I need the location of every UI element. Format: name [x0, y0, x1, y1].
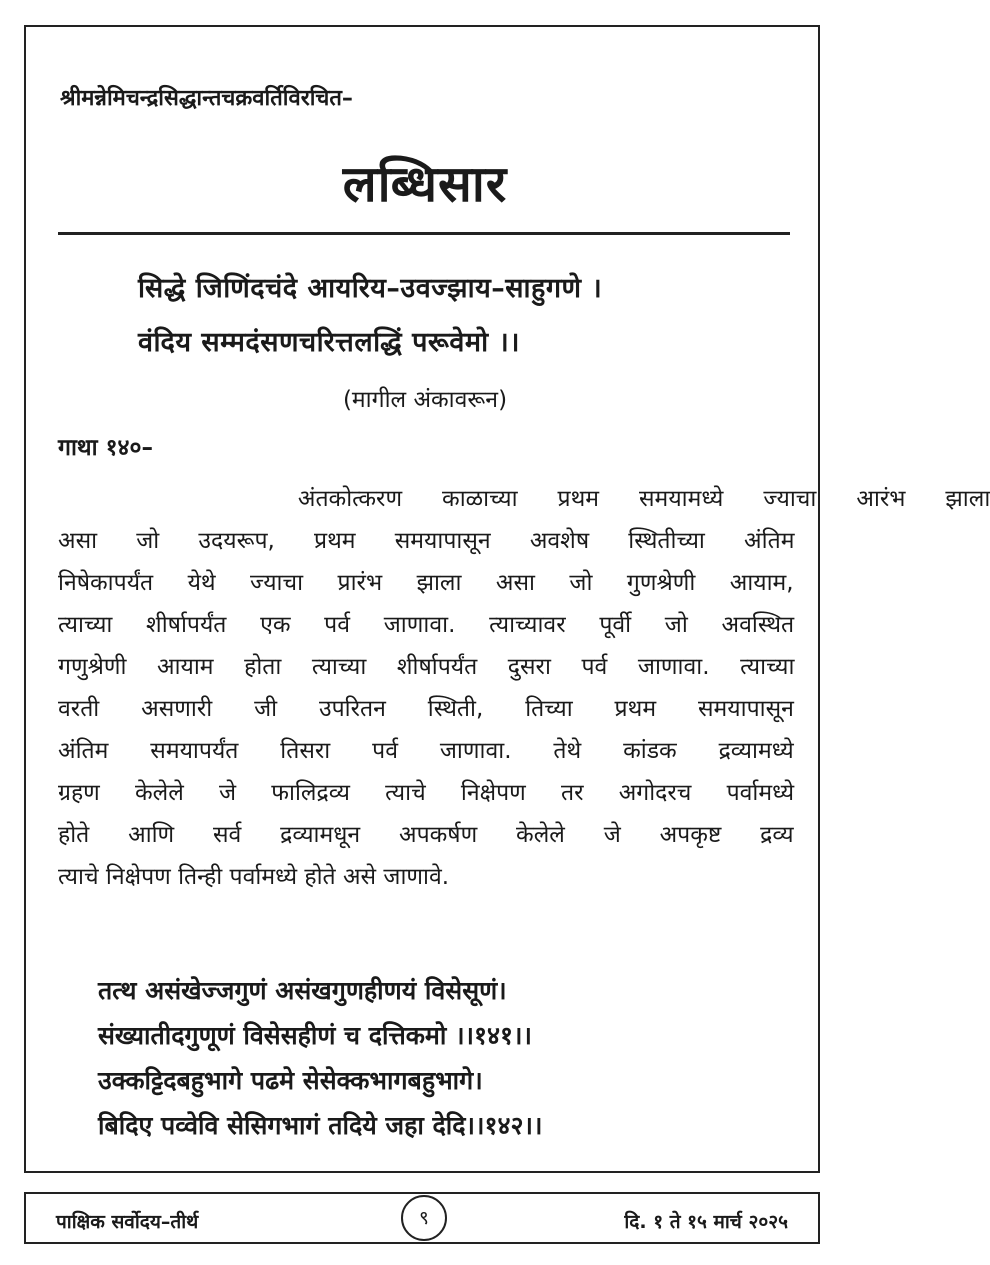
- gatha-heading: गाथा १४०–: [58, 435, 153, 461]
- verse-line: बिदिए पव्वेवि सेसिगभागं तदिये जहा देदि।।१४२।।: [98, 1111, 543, 1140]
- commentary-line: वरती असणारी जी उपरितन स्थिती, तिच्या प्रथम समयापासून: [58, 696, 794, 722]
- page-title: लब्धिसार: [342, 155, 508, 213]
- commentary-line: त्याच्या शीर्षापर्यंत एक पर्व जाणावा. त्याच्यावर पूर्वी जो अवस्थित: [58, 612, 795, 638]
- publication-name: पाक्षिक सर्वोदय–तीर्थ: [56, 1211, 199, 1233]
- commentary-line: अंतिम समयापर्यंत तिसरा पर्व जाणावा. तेथे कांडक द्रव्यामध्ये: [58, 738, 794, 764]
- verse-line: तत्थ असंखेज्जगुणं असंखगुणहीणयं विसेसूणं।: [98, 976, 507, 1005]
- commentary-line: ग्रहण केलेले जे फालिद्रव्य त्याचे निक्षेपण तर अगोदरच पर्वामध्ये: [58, 780, 795, 806]
- commentary-paragraph: [58, 478, 990, 898]
- commentary-line: निषेकापर्यंत येथे ज्याचा प्रारंभ झाला असा जो गुणश्रेणी आयाम,: [58, 570, 794, 596]
- page-footer: [24, 1192, 820, 1244]
- continuation-note: (मागील अंकावरून): [342, 387, 508, 413]
- commentary-line: असा जो उदयरूप, प्रथम समयापासून अवशेष स्थितीच्या अंतिम: [58, 528, 795, 554]
- commentary-line: होते आणि सर्व द्रव्यामधून अपकर्षण केलेले जे अपकृष्ट द्रव्य: [58, 822, 794, 848]
- page-number: ९: [401, 1195, 447, 1241]
- verse-block: [98, 968, 542, 1148]
- commentary-line: अंतकोत्करण काळाच्या प्रथम समयामध्ये ज्याचा आरंभ झाला: [58, 486, 990, 512]
- issue-date: दि. १ ते १५ मार्च २०२५: [624, 1211, 788, 1233]
- mangalacharan-line-1: सिद्धे जिणिंदचंदे आयरिय–उवज्झाय–साहुगणे ।: [138, 273, 603, 304]
- verse-line: उक्कट्टिदबहुभागे पढमे सेसेक्कभागबहुभागे।: [98, 1066, 483, 1095]
- author-subtitle: श्रीमन्नेमिचन्द्रसिद्धान्तचक्रवर्तिविरचित–: [60, 86, 353, 111]
- commentary-line: गणुश्रेणी आयाम होता त्याच्या शीर्षापर्यंत दुसरा पर्व जाणावा. त्याच्या: [58, 654, 795, 680]
- mangalacharan-line-2: वंदिय सम्मदंसणचरित्तलद्धिं परूवेमो ।।: [138, 327, 520, 358]
- commentary-line: त्याचे निक्षेपण तिन्ही पर्वामध्ये होते असे जाणावे.: [58, 864, 450, 890]
- title-divider: [58, 232, 790, 235]
- verse-line: संख्यातीदगुणूणं विसेसहीणं च दत्तिकमो ।।१४१।।: [98, 1021, 532, 1050]
